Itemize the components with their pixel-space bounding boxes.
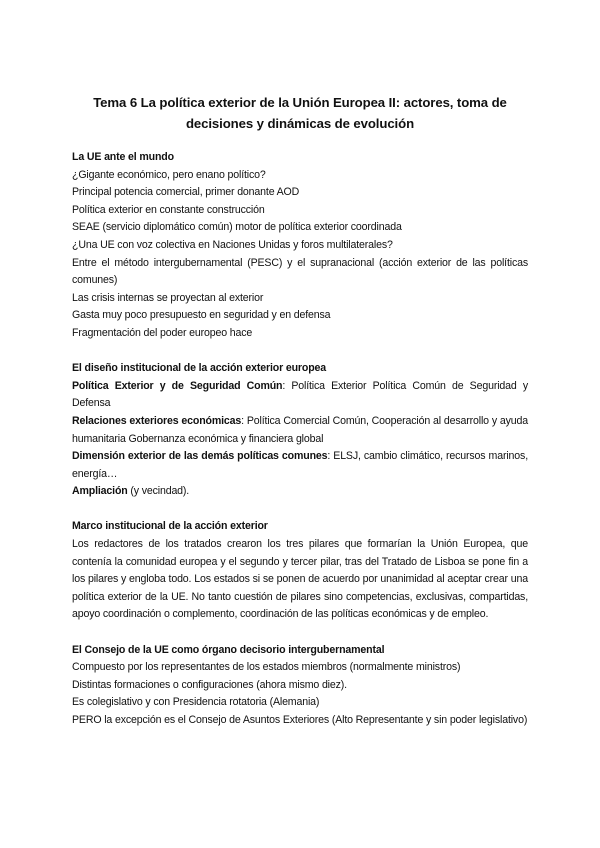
section-diseno-institucional xyxy=(72,360,528,501)
item-label: Política Exterior y de Seguridad Común xyxy=(72,379,283,392)
list-item: Fragmentación del poder europeo hace xyxy=(72,326,253,339)
section-marco-institucional xyxy=(72,518,528,624)
document-title: Tema 6 La política exterior de la Unión Europea II: actores, toma de decisiones y dinámicas de evolución xyxy=(93,95,507,131)
list-item xyxy=(72,448,528,483)
item-text: : Política Exterior Política Común de Seguridad y Defensa xyxy=(72,379,528,410)
section-heading: El diseño institucional de la acción exterior europea xyxy=(72,362,327,375)
list-item xyxy=(72,378,528,413)
list-item: Distintas formaciones o configuraciones (ahora mismo diez). xyxy=(72,678,347,691)
section-ue-ante-el-mundo xyxy=(72,149,528,343)
list-item xyxy=(72,483,528,501)
list-item: PERO la excepción es el Consejo de Asuntos Exteriores (Alto Representante y sin poder legislativo) xyxy=(72,714,528,726)
item-text: : Política Comercial Común, Cooperación al desarrollo y ayuda humanitaria Gobernanza económica y financiera global xyxy=(72,414,528,445)
list-item: SEAE (servicio diplomático común) motor de política exterior coordinada xyxy=(72,221,402,234)
list-item: Es colegislativo y con Presidencia rotatoria (Alemania) xyxy=(72,696,320,709)
document-body xyxy=(72,149,528,747)
list-item: Entre el método intergubernamental (PESC) y el supranacional (acción exterior de las políticas comunes) xyxy=(72,256,528,287)
paragraph: Los redactores de los tratados crearon los tres pilares que formarían la Unión Europea, que contenía la comunidad europea y el segundo y tercer pilar, tras del Tratado de Lisboa se pone fin a los pilares y engloba todo. Los estados si se ponen de acuerdo por unanimidad al aceptar crear una política exterior de la UE. No tanto cuestión de pilares sino competencias, exclusivas, compartidas, apoyo coordinación o complemento, coordinación de las políticas económicas y de empleo. xyxy=(72,538,528,621)
list-item xyxy=(72,413,528,448)
list-item: Gasta muy poco presupuesto en seguridad y en defensa xyxy=(72,309,331,322)
list-item: ¿Gigante económico, pero enano político? xyxy=(72,168,266,181)
list-item: Las crisis internas se proyectan al exterior xyxy=(72,291,264,304)
section-consejo-ue xyxy=(72,642,528,730)
section-heading: El Consejo de la UE como órgano decisorio intergubernamental xyxy=(72,643,385,656)
section-heading: Marco institucional de la acción exterior xyxy=(72,520,268,533)
list-item: ¿Una UE con voz colectiva en Naciones Unidas y foros multilaterales? xyxy=(72,238,393,251)
list-item: Principal potencia comercial, primer donante AOD xyxy=(72,186,300,199)
list-item: Compuesto por los representantes de los estados miembros (normalmente ministros) xyxy=(72,661,461,674)
section-heading: La UE ante el mundo xyxy=(72,151,174,163)
item-label: Dimensión exterior de las demás políticas comunes xyxy=(72,450,328,463)
item-label: Ampliación xyxy=(72,485,128,498)
item-label: Relaciones exteriores económicas xyxy=(72,414,242,427)
list-item: Política exterior en constante construcción xyxy=(72,203,265,216)
item-text: (y vecindad). xyxy=(127,485,190,498)
item-text: : ELSJ, cambio climático, recursos marinos, energía… xyxy=(72,450,528,480)
